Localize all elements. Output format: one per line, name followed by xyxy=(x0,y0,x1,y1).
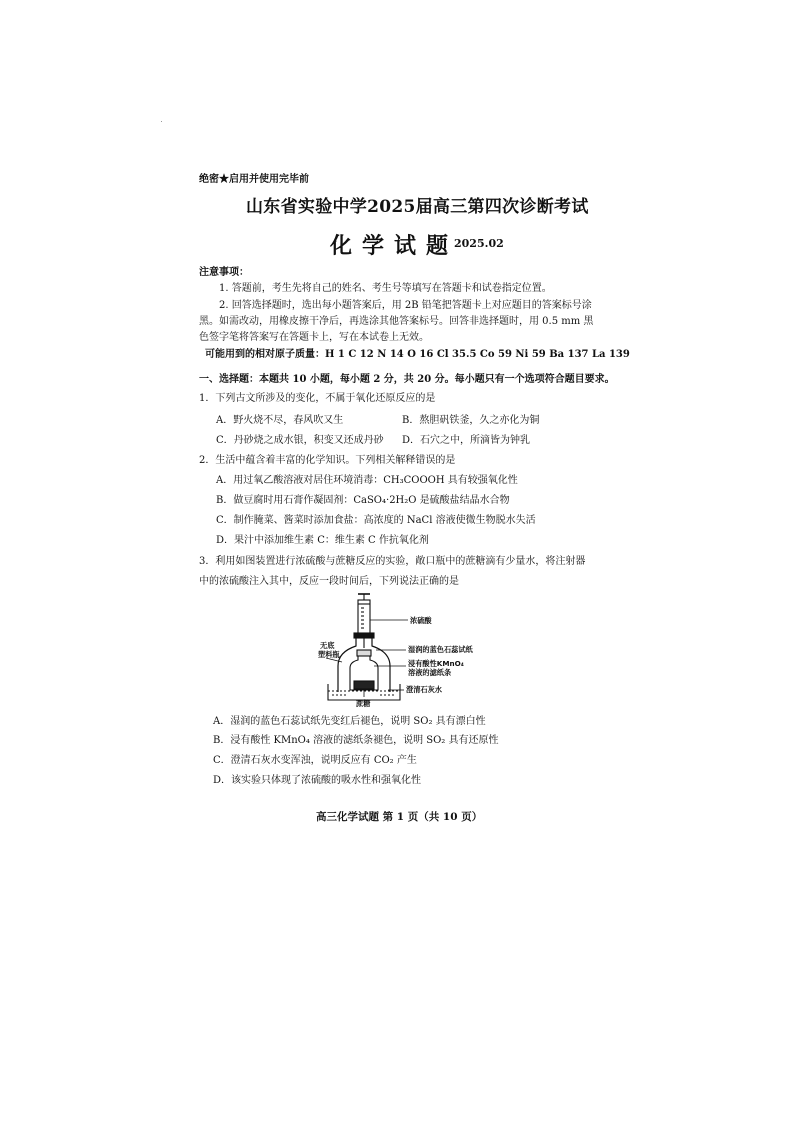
question-option: B．做豆腐时用石膏作凝固剂：CaSO₄·2H₂O 是硫酸盐结晶水合物 xyxy=(216,495,510,506)
exam-date: 2025.02 xyxy=(454,237,504,250)
label-bottle: 无底 xyxy=(320,641,335,650)
question-option: A．野火烧不尽，春风吹又生 xyxy=(216,415,344,426)
open-jar xyxy=(350,650,378,690)
school-title: 山东省实验中学2025届高三第四次诊断考试 xyxy=(246,197,589,217)
notice-line: 1. 答题前，考生先将自己的姓名、考生号等填写在答题卡和试卷指定位置。 xyxy=(219,283,552,294)
label-limewater: 澄清石灰水 xyxy=(406,685,442,694)
question-option: C．澄清石灰水变浑浊，说明反应有 CO₂ 产生 xyxy=(213,755,417,766)
page-footer: 高三化学试题 第 1 页（共 10 页） xyxy=(316,811,483,823)
notice-line: 黑。如需改动，用橡皮擦干净后，再选涂其他答案标号。回答非选择题时，用 0.5 mm 黑 xyxy=(199,316,594,327)
section-heading: 一、选择题：本题共 10 小题，每小题 2 分，共 20 分。每小题只有一个选项符合题目要求。 xyxy=(199,374,615,385)
syringe-figure xyxy=(354,594,374,648)
notice-line: 2. 回答选择题时，选出每小题答案后，用 2B 铅笔把答题卡上对应题目的答案标号涂 xyxy=(219,300,592,311)
label-kmno4: 浸有酸性KMnO₄ xyxy=(408,659,464,668)
question-option: D．果汁中添加维生素 C：维生素 C 作抗氧化剂 xyxy=(216,535,429,546)
question-stem: 3．利用如图装置进行浓硫酸与蔗糖反应的实验，敞口瓶中的蔗糖滴有少量水，将注射器 xyxy=(199,556,586,567)
question-option: D．该实验只体现了浓硫酸的吸水性和强氧化性 xyxy=(213,775,422,786)
question-stem: 1．下列古文所涉及的变化，不属于氧化还原反应的是 xyxy=(199,393,436,404)
question-option: A．湿润的蓝色石蕊试纸先变红后褪色，说明 SO₂ 具有漂白性 xyxy=(213,716,486,727)
question-stem: 中的浓硫酸注入其中，反应一段时间后，下列说法正确的是 xyxy=(199,576,459,587)
question-option: C．制作腌菜、酱菜时添加食盐：高浓度的 NaCl 溶液使微生物脱水失活 xyxy=(216,515,536,526)
label-litmus: 湿润的蓝色石蕊试纸 xyxy=(408,645,473,654)
question-stem: 2．生活中蕴含着丰富的化学知识。下列相关解释错误的是 xyxy=(199,455,456,466)
question-option: D．石穴之中，所滴皆为钟乳 xyxy=(402,435,531,446)
question-option: A．用过氧乙酸溶液对居住环境消毒：CH₃COOOH 具有较强氧化性 xyxy=(216,475,518,486)
subject-title: 化学试题 xyxy=(330,233,459,259)
scan-speck xyxy=(161,121,162,122)
experiment-apparatus-diagram xyxy=(318,590,498,710)
atomic-masses: 可能用到的相对原子质量：H 1 C 12 N 14 O 16 Cl 35.5 Co 59 Ni 59 Ba 137 La 139 xyxy=(205,349,630,360)
label-kmno4: 溶液的滤纸条 xyxy=(408,668,452,677)
confidential-mark: 绝密★启用并使用完毕前 xyxy=(199,174,309,185)
notice-heading: 注意事项： xyxy=(199,267,249,278)
question-option: B．熬胆矾铁釜，久之亦化为铜 xyxy=(402,415,540,426)
question-option: C．丹砂烧之成水银，积变又还成丹砂 xyxy=(216,435,384,446)
label-acid: 浓硫酸 xyxy=(410,616,432,625)
label-sucrose: 蔗糖 xyxy=(356,699,371,708)
notice-line: 色签字笔将答案写在答题卡上，写在本试卷上无效。 xyxy=(199,332,429,343)
label-bottle: 塑料瓶 xyxy=(318,650,340,659)
question-option: B．浸有酸性 KMnO₄ 溶液的滤纸条褪色，说明 SO₂ 具有还原性 xyxy=(213,735,499,746)
